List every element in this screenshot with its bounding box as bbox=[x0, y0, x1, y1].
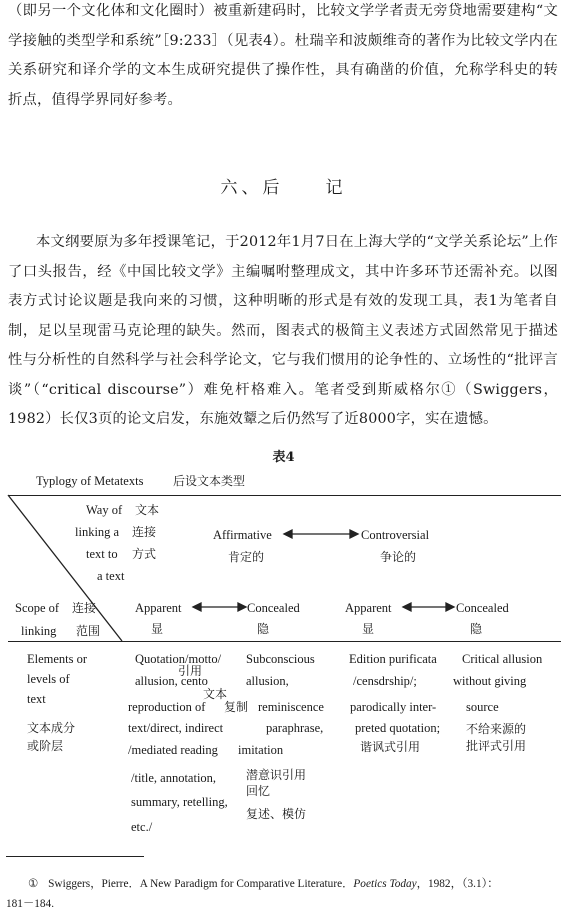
cell-aff-con-zh-3: 复述、模仿 bbox=[246, 807, 307, 821]
cell-aff-app-zh-3: 复制 bbox=[224, 700, 249, 714]
footnote bbox=[6, 874, 561, 914]
body-paragraph-1: （即另一个文化体和文化圈时）被重新建码时，比较文学学者责无旁贷地需要建构“文学接触的类型学和系统”［9:233］（见表4）。杜瑞辛和波颇维奇的著作为比较文学内在关系研究和译介学的文本生成研究提供了操作性，具有确凿的价值，允称学科史的转折点，值得学界同好参考。 bbox=[8, 3, 558, 108]
elements-en-2: levels of bbox=[27, 672, 70, 686]
way-zh-3: 方式 bbox=[132, 547, 157, 561]
cell-aff-con-3: reminiscence bbox=[258, 700, 324, 714]
concealed-zh-2: 隐 bbox=[470, 622, 483, 636]
cell-con-con-1: Critical allusion bbox=[462, 652, 543, 666]
cell-con-app-3: parodically inter- bbox=[350, 700, 437, 714]
apparent-label-2: Apparent bbox=[345, 601, 392, 615]
apparent-zh-2: 显 bbox=[362, 622, 375, 636]
cell-con-con-zh-1: 不给来源的 bbox=[466, 722, 527, 736]
cell-aff-app-3: reproduction of bbox=[128, 700, 206, 714]
footnote-marker: ① bbox=[28, 878, 39, 890]
cell-aff-app-1: Quotation/motto/ bbox=[135, 652, 222, 666]
scope-zh-2: 范围 bbox=[76, 624, 101, 638]
cell-aff-con-zh-2: 回忆 bbox=[246, 784, 271, 798]
affirmative-label: Affirmative bbox=[213, 528, 272, 542]
concealed-zh-1: 隐 bbox=[257, 622, 270, 636]
concealed-label-1: Concealed bbox=[247, 601, 300, 615]
cell-con-app-zh: 谐讽式引用 bbox=[360, 740, 421, 754]
arrow-apparent-concealed-1 bbox=[193, 603, 246, 611]
way-line-3: text to bbox=[86, 547, 118, 561]
cell-aff-app-7: summary, retelling, bbox=[131, 795, 228, 809]
footnote-journal: Poetics Today bbox=[353, 878, 417, 890]
table-title-zh: 后设文本类型 bbox=[173, 474, 246, 488]
affirmative-zh: 肯定的 bbox=[228, 550, 265, 564]
apparent-zh-1: 显 bbox=[151, 622, 164, 636]
cell-aff-con-1: Subconscious bbox=[246, 652, 315, 666]
footnote-pages: 181－184. bbox=[6, 898, 55, 910]
cell-aff-con-4: paraphrase, bbox=[266, 721, 324, 735]
section-heading: 六、后 记 bbox=[220, 178, 347, 198]
controversial-zh: 争论的 bbox=[380, 550, 417, 564]
table-title-en: Typlogy of Metatexts bbox=[36, 474, 144, 488]
scope-en-2: linking bbox=[21, 624, 57, 638]
scope-en-1: Scope of bbox=[15, 601, 60, 615]
arrow-apparent-concealed-2 bbox=[403, 603, 454, 611]
body-paragraph-2: 本文纲要原为多年授课笔记，于2012年1月7日在上海大学的“文学关系论坛”上作了口头报告，经《中国比较文学》主编嘱咐整理成文，其中许多环节还需补充。以图表方式讨论议题是我向来的习惯，这种明晰的形式是有效的发现工具，表1为笔者自制，足以呈现雷马克论理的缺失。然而，图表式的极简主义表述方式固然常见于描述性与分析性的自然科学与社会科学论文，它与我们惯用的论争性的、立场性的“批评言谈”（“critical discourse”）难免杆格难入。笔者受到斯威格尔①（Swiggers，1982）长仅3页的论文启发，东施效颦之后仍然写了近8000字，实在遗憾。 bbox=[8, 234, 558, 427]
elements-en-3: text bbox=[27, 692, 46, 706]
way-line-4: a text bbox=[97, 569, 125, 583]
way-line-1: Way of bbox=[86, 503, 123, 517]
cell-con-con-3: source bbox=[466, 700, 499, 714]
elements-zh-2: 或阶层 bbox=[27, 739, 64, 753]
controversial-label: Controversial bbox=[361, 528, 430, 542]
cell-con-app-1: Edition purificata bbox=[349, 652, 437, 666]
footnote-tail: ，1982，（3.1）： bbox=[416, 878, 499, 890]
cell-con-app-4: preted quotation; bbox=[355, 721, 441, 735]
cell-con-app-2: /censdrship/; bbox=[353, 674, 417, 688]
concealed-label-2: Concealed bbox=[456, 601, 509, 615]
scope-zh-1: 连接 bbox=[72, 601, 97, 615]
cell-aff-app-zh-2: 文本 bbox=[203, 687, 228, 701]
arrow-affirmative-controversial bbox=[284, 530, 358, 538]
table-caption: 表4 bbox=[272, 450, 295, 465]
cell-aff-app-2: allusion, cento bbox=[135, 674, 208, 688]
way-zh-2: 连接 bbox=[132, 525, 157, 539]
cell-aff-app-5: /mediated reading bbox=[128, 743, 218, 757]
apparent-label-1: Apparent bbox=[135, 601, 182, 615]
way-zh-1: 文本 bbox=[135, 503, 160, 517]
elements-zh-1: 文本成分 bbox=[27, 721, 76, 735]
cell-con-con-zh-2: 批评式引用 bbox=[466, 739, 527, 753]
cell-aff-app-8: etc./ bbox=[131, 820, 153, 834]
cell-aff-app-4: text/direct, indirect bbox=[128, 721, 224, 735]
footnote-text: Swiggers，Pierre．A New Paradigm for Comparative Literature． bbox=[48, 878, 354, 890]
cell-aff-app-6: /title, annotation, bbox=[131, 771, 217, 785]
cell-aff-con-2: allusion, bbox=[246, 674, 289, 688]
elements-en-1: Elements or bbox=[27, 652, 88, 666]
cell-aff-con-5: imitation bbox=[238, 743, 284, 757]
cell-aff-con-zh-1: 潜意识引用 bbox=[246, 768, 307, 782]
footnote-rule bbox=[6, 856, 144, 857]
cell-con-con-2: without giving bbox=[453, 674, 527, 688]
way-line-2: linking a bbox=[75, 525, 120, 539]
cell-aff-app-zh-1: 引用 bbox=[178, 664, 203, 678]
